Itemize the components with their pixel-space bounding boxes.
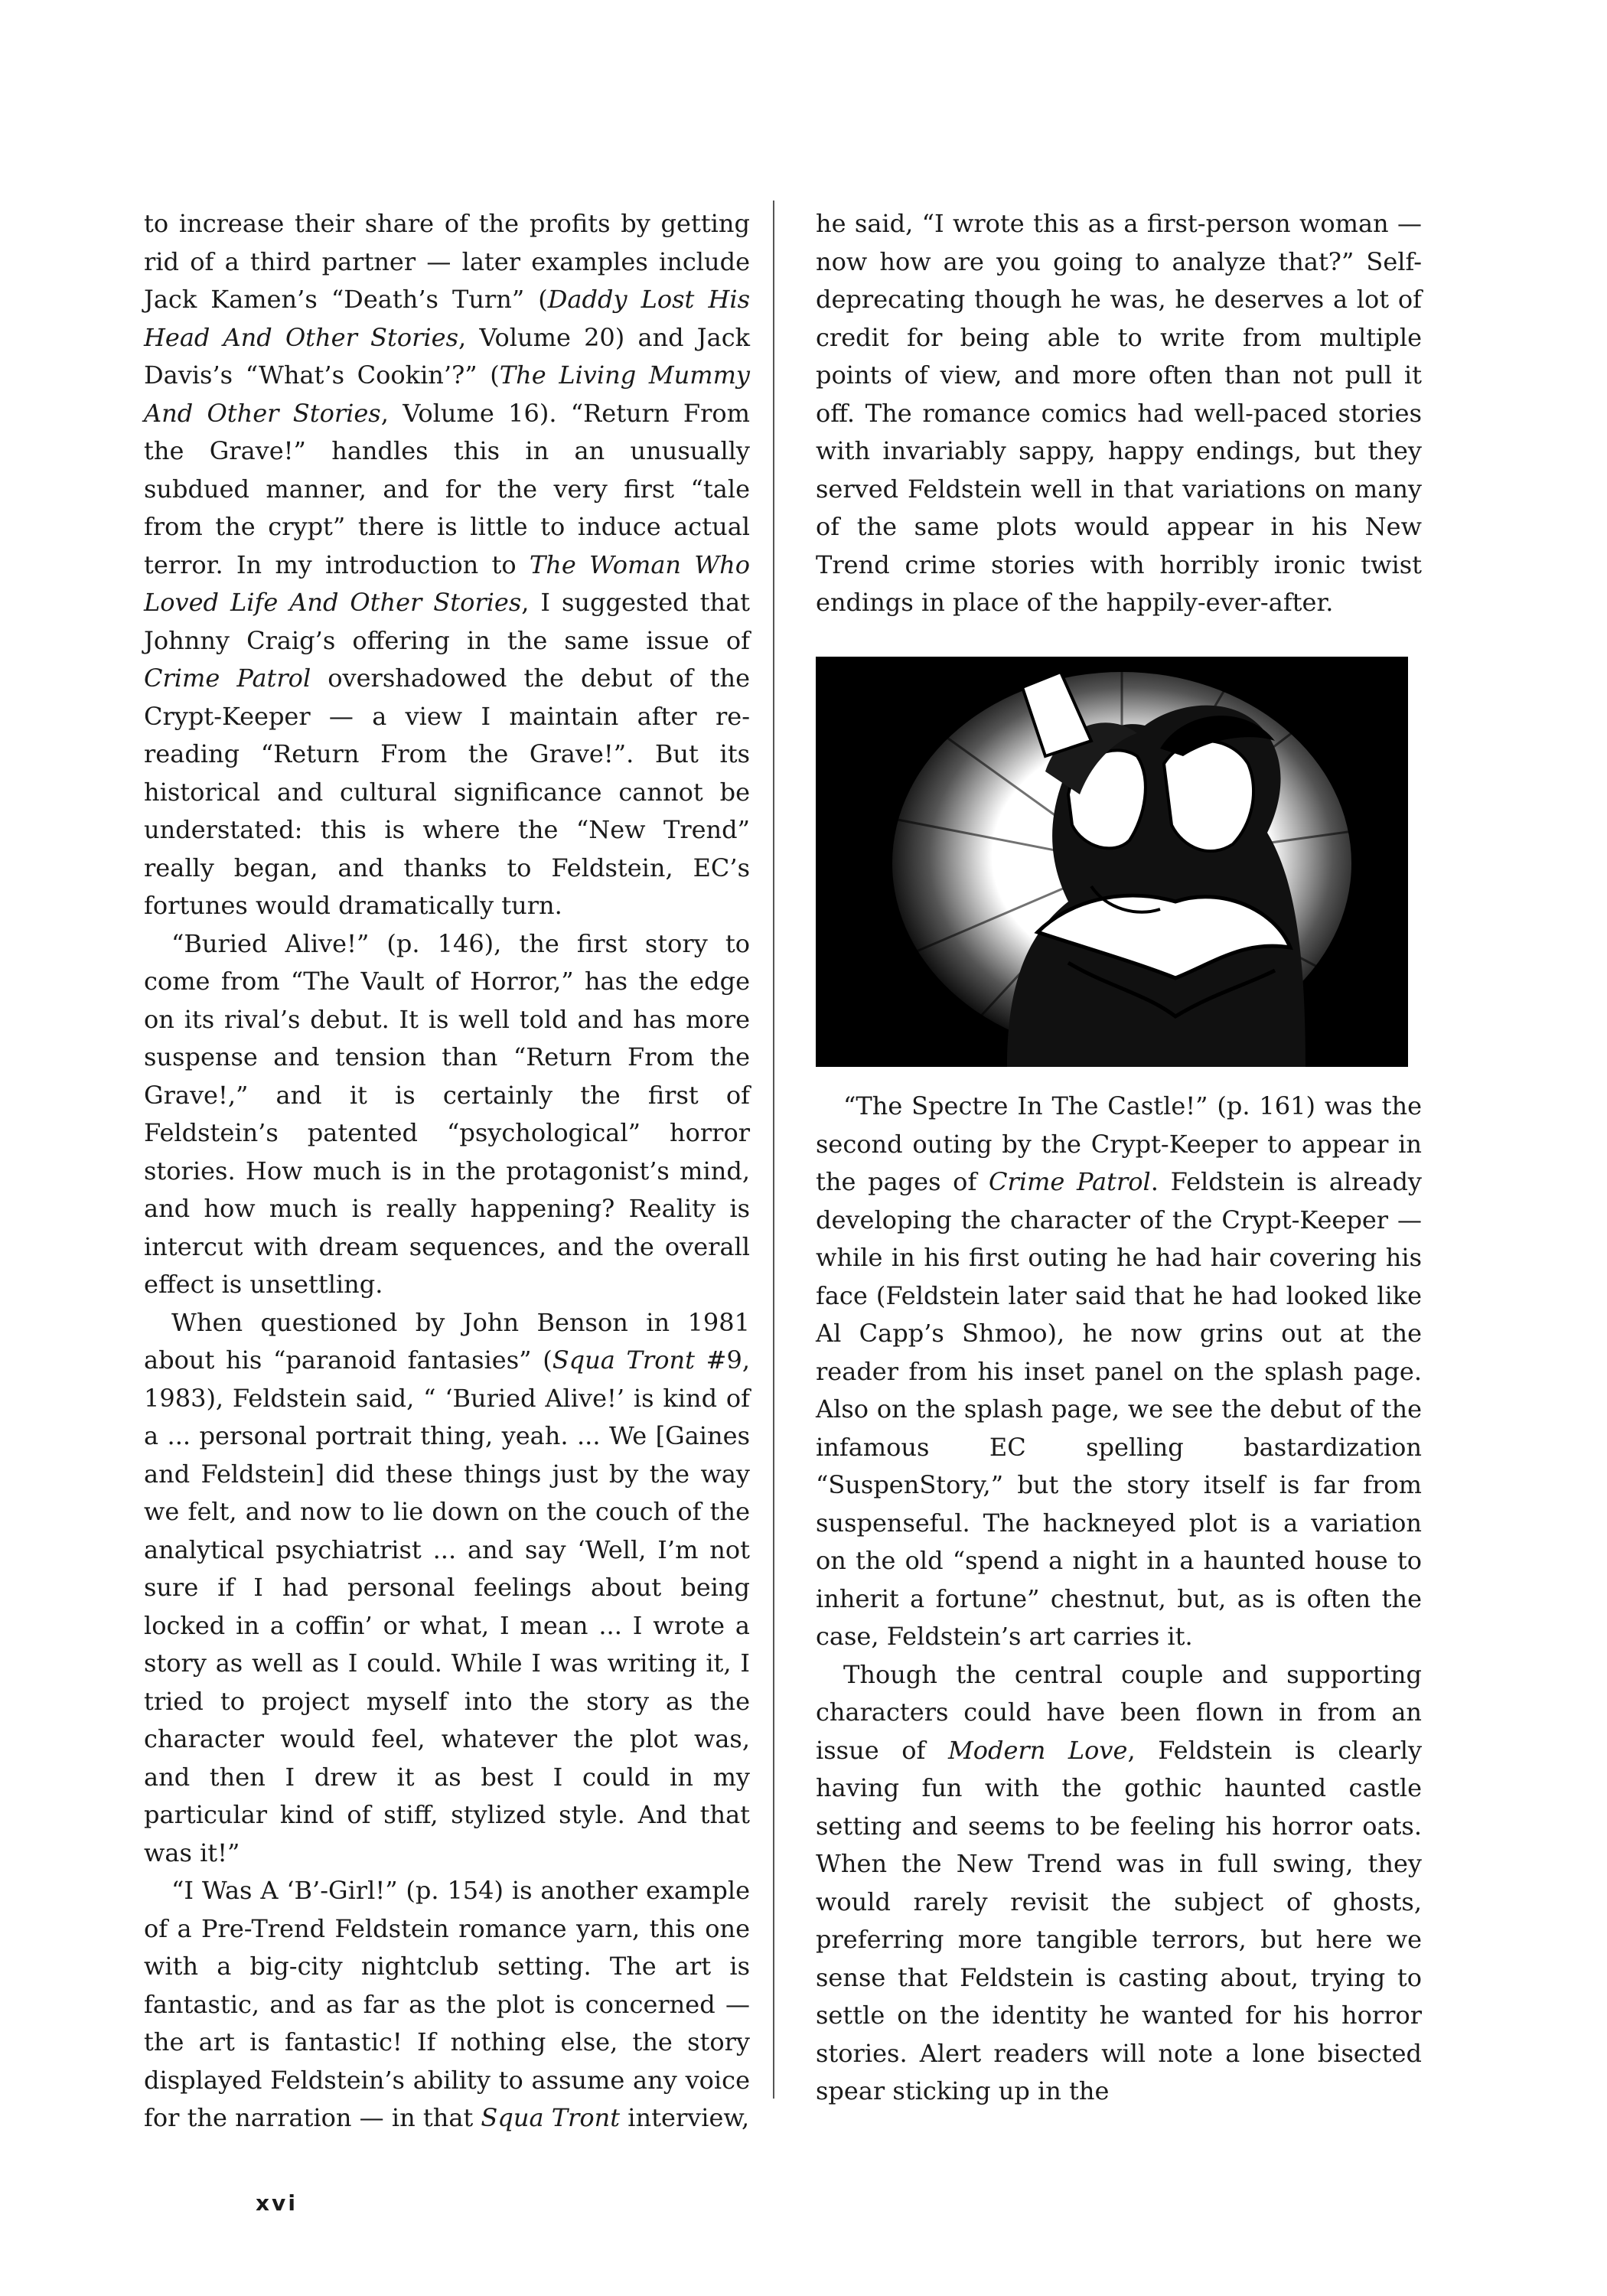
text-run: , Volume 16). “Return From the Grave!” handles this in an unusually subdued manner, and for the very first “tale from the crypt” there is little to induce actual terror. In my introduction to [144,398,751,579]
right-column-bottom [816,1088,1422,2111]
page-number: xvi [256,2190,298,2216]
text-run: , Feldstein is clearly having fun with the gothic haunted castle setting and seems to be feeling his horror oats. When the New Trend was in full swing, they would rarely revisit the subject of ghosts, preferring more tangible terrors, but here we sense that Feldstein is casting about, trying to settle on the identity he wanted for his horror stories. Alert readers will note a lone bisected spear sticking up in the [816,1735,1423,2105]
book-title: The Woman Who Loved Life And Other Stories [144,550,751,617]
column-divider [773,201,774,2099]
comic-panel-illustration [816,657,1408,1067]
book-title: Daddy Lost His Head And Other Stories [144,285,750,352]
right-paragraph-2 [816,1088,1422,1656]
text-run: interview, [620,2103,750,2132]
magazine-title: Squa Tront [481,2103,621,2132]
text-run: “I Was A ‘B’-Girl!” (p. 154) is another example of a Pre-Trend Feldstein romance yarn, this one with a big-city nightclub setting. The art is fantastic, and as far as the plot is concerned — the art is fantastic! If nothing else, the story displayed Feldstein’s ability to assume any voice for the narration — in that [144,1876,750,2132]
comic-title: Modern Love [947,1735,1128,1765]
text-run: to increase their share of the profits by getting rid of a third partner — later examples include Jack Kamen’s “Death’s Turn” ( [144,209,750,314]
comic-title: Crime Patrol [144,664,311,693]
text-run: When questioned by John Benson in 1981 about his “paranoid fantasies” ( [144,1307,750,1375]
text-run: Though the central couple and supporting characters could have been flown in from an issue of [816,1659,1422,1765]
right-paragraph-1: he said, “I wrote this as a first-person woman — now how are you going to analyze that?” Self-deprecating though he was, he deserves a lot of credit for being able to write from multiple points of view, and more often than not pull it off. The romance comics had well-paced stories with invariably sappy, happy endings, but they served Feldstein well in that variations on many of the same plots would appear in his New Trend crime stories with horribly ironic twist endings in place of the happily-ever-after. [816,209,1422,617]
embracing-couple-illustration [816,657,1408,1067]
left-paragraph-4 [144,1872,750,2138]
right-column-top [816,205,1422,622]
text-run: #9, 1983), Feldstein said, “ ‘Buried Alive!’ is kind of a ... personal portrait thing, yeah. ... We [Gaines and Feldstein] did these things just by the way we felt, and now to lie down on the couch of the analytical psychiatrist ... and say ‘Well, I’m not sure if I had personal feelings about being locked in a coffin’ or what, I mean ... I wrote a story as well as I could. While I was writing it, I tried to project myself into the story as the character would feel, whatever the plot was, and then I drew it as best I could in my particular kind of stiff, stylized style. And that was it!” [144,1345,750,1867]
comic-title: Crime Patrol [988,1167,1151,1196]
text-run: “The Spectre In The Castle!” (p. 161) was the second outing by the Crypt-Keeper to appear in the pages of [816,1091,1422,1196]
book-title: The Living Mummy And Other Stories [144,360,751,428]
text-run: . Feldstein is already developing the character of the Crypt-Keeper — while in his first outing he had hair covering his face (Feldstein later said that he had looked like Al Capp’s Shmoo), he now grins out at the reader from his inset panel on the splash page. Also on the splash page, we see the debut of the infamous EC spelling bastardization “SuspenStory,” but the story itself is far from suspenseful. The hackneyed plot is a variation on the old “spend a night in a haunted house to inherit a fortune” chestnut, but, as is often the case, Feldstein’s art carries it. [816,1167,1423,1651]
magazine-title: Squa Tront [552,1345,695,1375]
left-paragraph-3 [144,1304,750,1873]
text-run: , Volume 20) and Jack Davis’s “What’s Cookin’?” ( [144,322,751,390]
left-paragraph-2: “Buried Alive!” (p. 146), the first story to come from “The Vault of Horror,” has the edge on its rival’s debut. It is well told and has more suspense and tension than “Return From the Grave!,” and it is certainly the first of Feldstein’s patented “psychological” horror stories. How much is in the protagonist’s mind, and how much is really happening? Reality is intercut with dream sequences, and the overall effect is unsettling. [144,928,750,1299]
text-run: overshadowed the debut of the Crypt-Keeper — a view I maintain after re-reading “Return From the Grave!”. But its historical and cultural significance cannot be understated: this is where the “New Trend” really began, and thanks to Feldstein, EC’s fortunes would dramatically turn. [144,664,751,920]
right-paragraph-3 [816,1656,1422,2111]
text-run: , I suggested that Johnny Craig’s offering in the same issue of [144,588,750,655]
left-paragraph-1 [144,205,750,925]
left-column [144,205,750,2138]
